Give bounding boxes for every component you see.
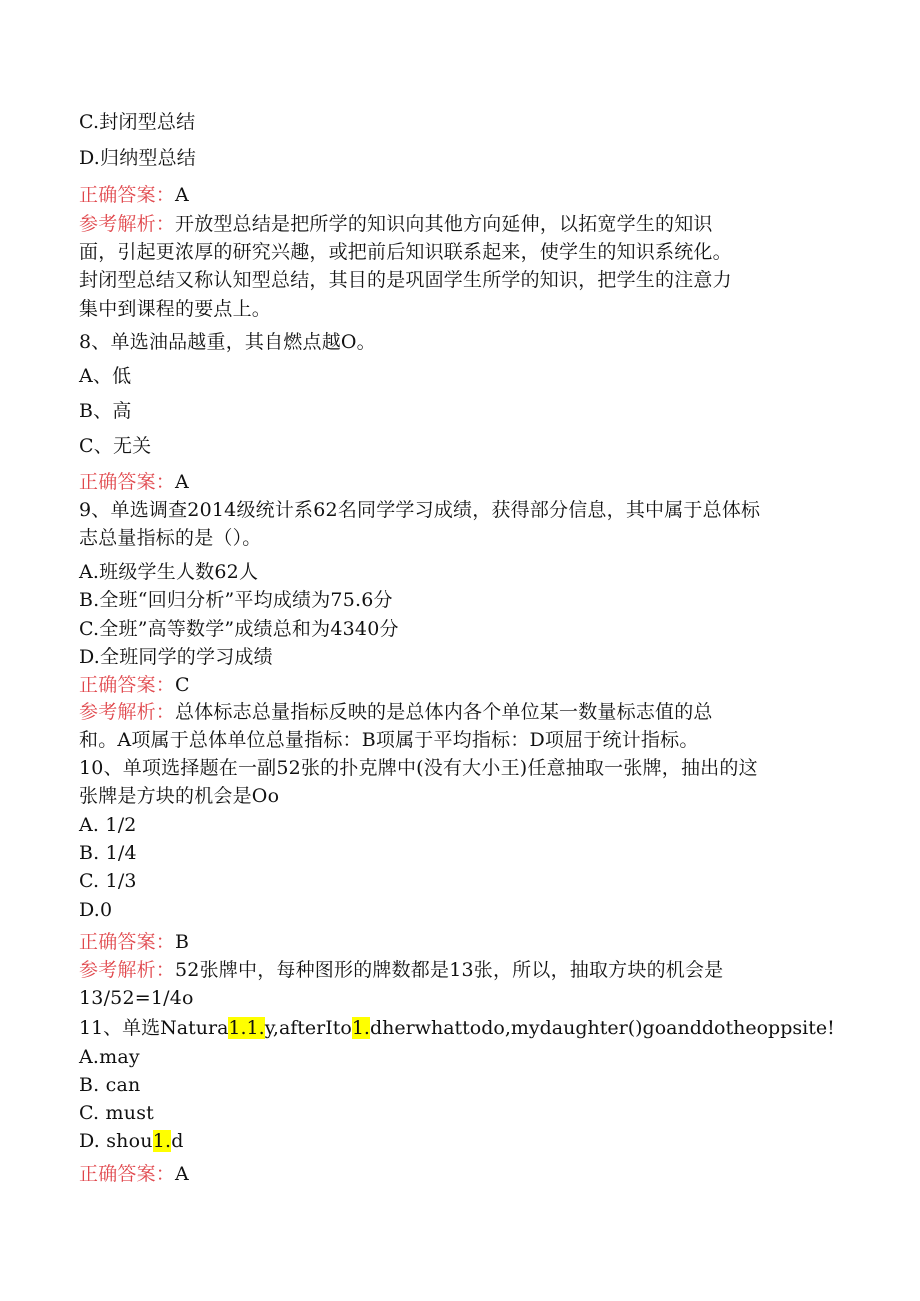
q11-option-d (79, 1129, 184, 1153)
q9-analysis-line2: 和。A项属于总体单位总量指标：B项属于平均指标：D项屈于统计指标。 (79, 729, 699, 751)
q10-stem-line2: 张牌是方块的机会是Oo (79, 785, 280, 807)
q10-option-a: A. 1/2 (79, 814, 137, 836)
q9-stem-line1: 9、单选调查2014级统计系62名同学学习成绩，获得部分信息，其中属于总体标 (79, 499, 761, 521)
q7-option-d: D.归纳型总结 (79, 147, 196, 169)
analysis-text: 开放型总结是把所学的知识向其他方向延伸，以拓宽学生的知识 (175, 213, 713, 235)
q10-option-d: D.0 (79, 899, 113, 921)
q7-analysis-line2: 面，引起更浓厚的研究兴趣，或把前后知识联系起来，使学生的知识系统化。 (79, 241, 732, 263)
q10-option-c: C. 1/3 (79, 870, 137, 892)
q10-analysis-line2: 13/52=1/4o (79, 987, 194, 1009)
answer-value: C (175, 674, 190, 696)
q11-stem-part1: 11、单选Natura (79, 1017, 229, 1039)
answer-label: 正确答案： (79, 1163, 176, 1185)
q9-option-c: C.全班”高等数学”成绩总和为4340分 (79, 618, 399, 640)
answer-label: 正确答案： (79, 471, 176, 493)
analysis-label: 参考解析： (79, 959, 176, 981)
q9-option-b: B.全班“回归分析”平均成绩为75.6分 (79, 589, 393, 611)
answer-value: A (175, 184, 189, 206)
answer-label: 正确答案： (79, 931, 176, 953)
analysis-label: 参考解析： (79, 213, 176, 235)
analysis-label: 参考解析： (79, 701, 176, 723)
q11-option-c: C. must (79, 1102, 154, 1124)
q11-answer (79, 1162, 189, 1186)
q11-option-d-part1: D. shou (79, 1130, 153, 1152)
highlight: 1. (152, 1130, 172, 1152)
q7-analysis-line1 (79, 212, 713, 236)
q11-option-d-part2: d (171, 1130, 184, 1152)
q11-stem-part3: dherwhattodo,mydaughter()goanddotheoppsite! (369, 1017, 835, 1039)
q10-option-b: B. 1/4 (79, 842, 137, 864)
answer-value: A (175, 471, 189, 493)
q9-answer (79, 673, 190, 697)
q9-option-d: D.全班同学的学习成绩 (79, 646, 273, 668)
q7-analysis-line3: 封闭型总结又称认知型总结，其目的是巩固学生所学的知识，把学生的注意力 (79, 269, 732, 291)
q8-stem: 8、单选油品越重，其自燃点越O。 (79, 331, 376, 353)
q9-analysis-line1 (79, 700, 713, 724)
q10-stem-line1: 10、单项选择题在一副52张的扑克牌中(没有大小王)任意抽取一张牌，抽出的这 (79, 757, 758, 779)
answer-label: 正确答案： (79, 184, 176, 206)
answer-value: B (175, 931, 190, 953)
q7-option-c: C.封闭型总结 (79, 111, 196, 133)
highlight: 1. (351, 1017, 370, 1039)
q8-option-a: A、低 (79, 365, 132, 387)
q11-option-b: B. can (79, 1074, 141, 1096)
answer-value: A (175, 1163, 189, 1185)
q7-analysis-line4: 集中到课程的要点上。 (79, 298, 272, 320)
answer-label: 正确答案： (79, 674, 176, 696)
q9-option-a: A.班级学生人数62人 (79, 561, 259, 583)
highlight: 1.1. (228, 1017, 265, 1039)
analysis-text: 总体标志总量指标反映的是总体内各个单位某一数量标志值的总 (175, 701, 713, 723)
q8-option-b: B、高 (79, 400, 132, 422)
q10-answer (79, 930, 189, 954)
q10-analysis-line1 (79, 958, 723, 982)
q8-option-c: C、无关 (79, 435, 152, 457)
q8-answer (79, 470, 189, 494)
analysis-text: 52张牌中，每种图形的牌数都是13张，所以，抽取方块的机会是 (175, 959, 724, 981)
q7-answer (79, 183, 189, 207)
q9-stem-line2: 志总量指标的是（）。 (79, 527, 262, 549)
q11-stem (79, 1016, 835, 1040)
q11-stem-part2: y,afterIto (264, 1017, 352, 1039)
q11-option-a: A.may (79, 1046, 140, 1068)
